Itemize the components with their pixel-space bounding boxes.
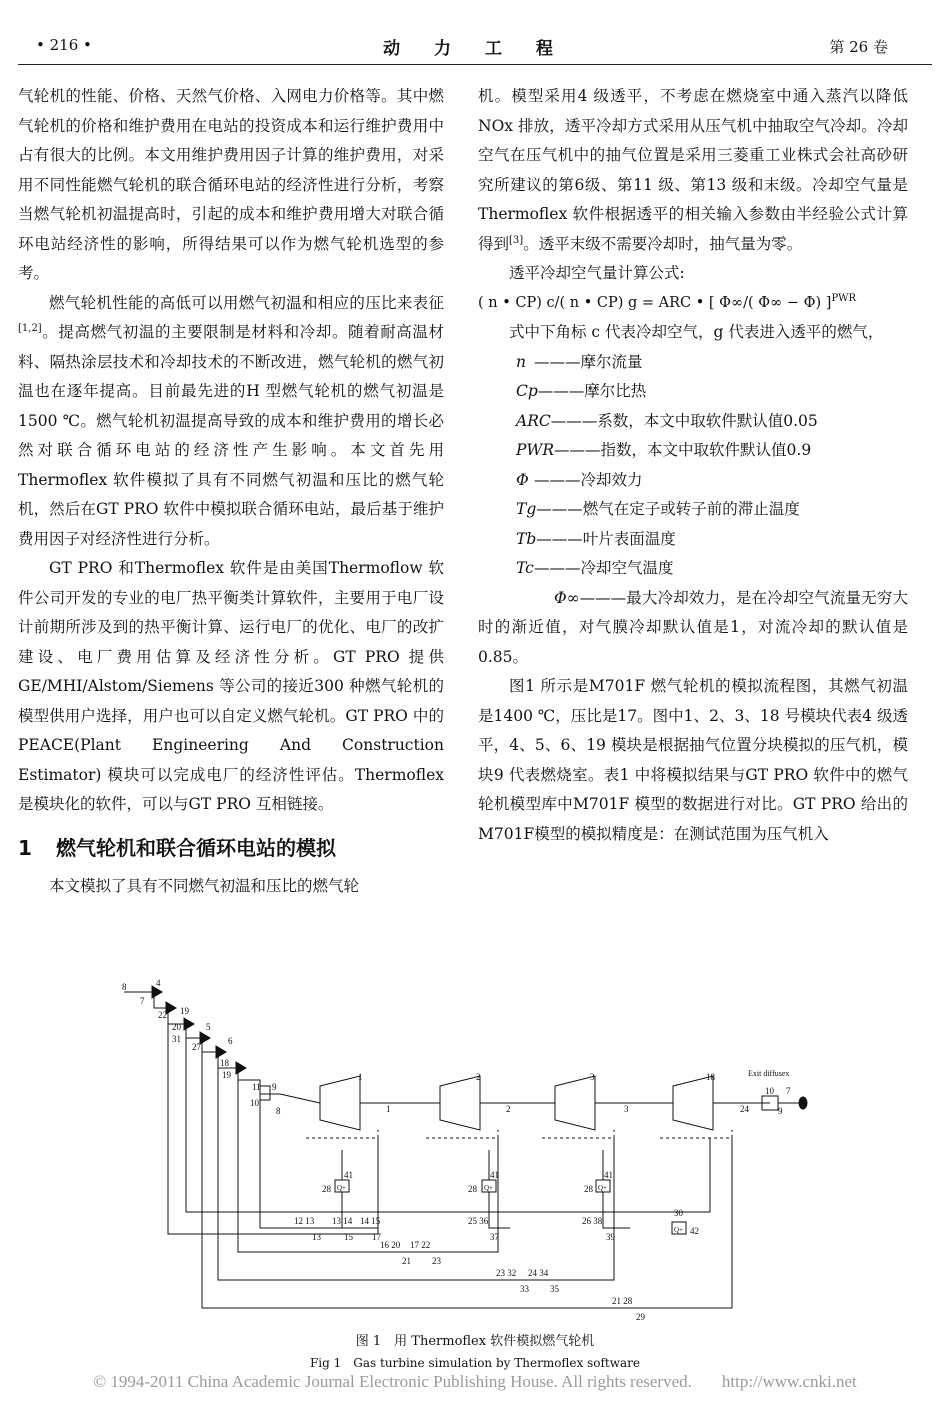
svg-text:12 13: 12 13 xyxy=(294,1216,315,1226)
header-rule xyxy=(18,64,932,65)
formula-text: ( n • CP) c/( n • CP) g = ARC • [ Φ∞/( Φ∞ − Φ) ] xyxy=(478,294,832,311)
symbol-description: ———摩尔流量 xyxy=(534,352,643,371)
turbine-icon xyxy=(440,1076,480,1130)
formula-intro: 透平冷却空气量计算公式: xyxy=(509,264,685,282)
journal-title: 动 力 工 程 xyxy=(383,39,567,59)
svg-text:41: 41 xyxy=(490,1170,499,1180)
svg-text:13 14: 13 14 xyxy=(332,1216,353,1226)
svg-text:5: 5 xyxy=(206,1022,211,1032)
svg-text:9: 9 xyxy=(778,1106,783,1116)
symbol-name: Φ xyxy=(516,470,529,489)
svg-text:2: 2 xyxy=(476,1072,481,1082)
cooling-formula xyxy=(478,289,908,319)
svg-text:29: 29 xyxy=(636,1312,645,1322)
reference-marker[interactable]: [1,2] xyxy=(18,322,42,334)
symbol-description: ———叶片表面温度 xyxy=(536,529,676,548)
svg-text:27: 27 xyxy=(192,1042,201,1052)
copyright-footer xyxy=(0,1372,950,1392)
page-number: • 216 • xyxy=(36,36,92,54)
svg-text:9: 9 xyxy=(272,1082,277,1092)
svg-text:23 32: 23 32 xyxy=(496,1268,517,1278)
svg-text:18: 18 xyxy=(220,1058,229,1068)
text-run: 。透平末级不需要冷却时，抽气量为零。 xyxy=(523,234,803,253)
svg-text:28: 28 xyxy=(322,1184,331,1194)
svg-text:8: 8 xyxy=(276,1106,281,1116)
figure-caption-en: Fig 1 Gas turbine simulation by Thermoflex software xyxy=(309,1356,641,1370)
svg-text:21: 21 xyxy=(402,1256,411,1266)
section-number: 1 xyxy=(18,835,32,860)
paragraph: GT PRO 和Thermoflex 软件是由美国Thermoflow 软件公司开发的专业的电厂热平衡类计算软件，主要用于电厂设计前期所涉及到的热平衡计算、运行电厂的优化、电厂的改扩建设、电厂费用估算及经济性分析。GT PRO 提供GE/MHI/Alstom/Siemens 等公司的接近300 种燃气轮机的模型供用户选择，用户也可以自定义燃气轮机。GT PRO 中的PEACE(Plant Engineering And Construction Estimator) 模块可以完成电厂的经济性评估。Thermoflex 是模块化的软件，可以与GT PRO 互相链接。 xyxy=(18,559,444,813)
paragraph: 气轮机的性能、价格、天然气价格、入网电力价格等。其中燃气轮机的价格和维护费用在电站的投资成本和运行维护费用中占有很大的比例。本文用维护费用因子计算的维护费用，对采用不同性能燃气轮机的联合循环电站的经济性进行分析，考察当燃气轮机初温提高时，引起的成本和维护费用增大对联合循环电站经济性的影响，所得结果可以作为燃气轮机选型的参考。 xyxy=(18,87,444,282)
symbol-definition xyxy=(478,525,908,555)
turbine-icon xyxy=(320,1076,360,1130)
svg-text:7: 7 xyxy=(786,1086,791,1096)
svg-text:15: 15 xyxy=(344,1232,353,1242)
svg-text:11: 11 xyxy=(252,1082,261,1092)
symbol-name: ARC xyxy=(516,411,551,430)
svg-text:Q+: Q+ xyxy=(674,1226,684,1234)
compressor-stage-icon xyxy=(200,1032,210,1044)
svg-text:8: 8 xyxy=(122,982,127,992)
svg-text:41: 41 xyxy=(604,1170,613,1180)
svg-text:7: 7 xyxy=(140,996,145,1006)
turbine-icon xyxy=(673,1076,713,1130)
symbol-definition xyxy=(478,348,908,378)
figure-caption-cn: 图 1 用 Thermoflex 软件模拟燃气轮机 xyxy=(355,1334,595,1349)
compressor-stage-icon xyxy=(216,1046,226,1058)
symbol-definition xyxy=(478,407,908,437)
svg-text:35: 35 xyxy=(550,1284,559,1294)
text-run: 燃气轮机性能的高低可以用燃气初温和相应的压比来表征 xyxy=(49,293,444,312)
svg-text:16 20: 16 20 xyxy=(380,1240,401,1250)
symbol-name: Φ∞ xyxy=(554,588,580,607)
paragraph xyxy=(478,82,908,259)
symbol-name: Tg xyxy=(516,500,537,518)
svg-text:17 22: 17 22 xyxy=(410,1240,431,1250)
compressor-stage-icon xyxy=(166,1002,176,1014)
svg-text:20: 20 xyxy=(172,1022,181,1032)
svg-text:42: 42 xyxy=(690,1226,699,1236)
svg-text:23: 23 xyxy=(432,1256,441,1266)
svg-text:39: 39 xyxy=(606,1232,615,1242)
svg-text:24: 24 xyxy=(740,1104,749,1114)
svg-text:10: 10 xyxy=(250,1098,259,1108)
symbol-description: ———系数，本文中取软件默认值0.05 xyxy=(550,411,818,430)
svg-text:31: 31 xyxy=(172,1034,181,1044)
svg-text:28: 28 xyxy=(468,1184,477,1194)
svg-text:37: 37 xyxy=(490,1232,499,1242)
left-column xyxy=(18,82,444,901)
svg-text:22: 22 xyxy=(158,1010,167,1020)
paragraph xyxy=(18,289,444,555)
symbol-description: ———冷却空气温度 xyxy=(534,559,674,577)
symbol-name: Cp xyxy=(516,382,538,400)
svg-text:3: 3 xyxy=(624,1104,629,1114)
formula-exponent: PWR xyxy=(831,292,856,304)
svg-text:4: 4 xyxy=(156,978,161,988)
svg-text:28: 28 xyxy=(584,1184,593,1194)
svg-text:Q+: Q+ xyxy=(598,1184,608,1192)
svg-text:17: 17 xyxy=(372,1232,381,1242)
paragraph: 本文模拟了具有不同燃气初温和压比的燃气轮 xyxy=(49,876,360,895)
svg-text:1: 1 xyxy=(386,1104,391,1114)
reference-marker[interactable]: [3] xyxy=(509,234,524,246)
symbol-definition xyxy=(478,436,908,466)
symbol-definition xyxy=(478,466,908,496)
symbol-list xyxy=(478,348,908,673)
paragraph: 图1 所示是M701F 燃气轮机的模拟流程图，其燃气初温是1400 ℃，压比是17。图中1、2、3、18 号模块代表4 级透平，4、5、6、19 模块是根据抽气位置分块模拟的压气机，模块9 代表燃烧室。表1 中将模拟结果与GT PRO 软件中的燃气轮机模型库中M701F 模型的数据进行对比。GT PRO 给出的M701F模型的模拟精度是：在测试范围为压气机入 xyxy=(478,677,908,843)
exit-diffuser-label: Exit diffusex xyxy=(748,1069,790,1078)
text-run: 机。模型采用4 级透平，不考虑在燃烧室中通入蒸汽以降低NOx 排放，透平冷却方式采用从压气机中抽取空气冷却。冷却空气在压气机中的抽气位置是采用三菱重工业株式会社高砂研究所建议的第6级、第11 级、第13 级和末级。冷却空气量是Thermoflex 软件根据透平的相关输入参数由半经验公式计算得到 xyxy=(478,87,908,253)
symbol-description: ———燃气在定子或转子前的滞止温度 xyxy=(536,500,800,518)
right-column xyxy=(478,82,908,849)
svg-text:3: 3 xyxy=(590,1072,595,1082)
symbol-description: ———摩尔比热 xyxy=(537,382,647,400)
svg-text:Q+: Q+ xyxy=(337,1184,347,1192)
symbol-name: Tb xyxy=(516,529,537,548)
svg-text:Q+: Q+ xyxy=(484,1184,494,1192)
symbol-name: PWR xyxy=(516,441,555,459)
symbol-description: ———指数，本文中取软件默认值0.9 xyxy=(554,441,812,459)
page-header xyxy=(0,30,950,60)
svg-text:13: 13 xyxy=(312,1232,321,1242)
svg-text:18: 18 xyxy=(706,1072,715,1082)
svg-text:25 36: 25 36 xyxy=(468,1216,489,1226)
symbol-description: ———最大冷却效力，是在冷却空气流量无穷大时的渐近值，对气膜冷却默认值是1，对流冷却的默认值是0.85。 xyxy=(478,588,908,666)
volume-label: 第 26 卷 xyxy=(829,38,888,56)
svg-text:2: 2 xyxy=(506,1104,511,1114)
svg-text:33: 33 xyxy=(520,1284,529,1294)
svg-text:21 28: 21 28 xyxy=(612,1296,633,1306)
combustor-icon xyxy=(260,1086,270,1100)
section-title: 燃气轮机和联合循环电站的模拟 xyxy=(56,835,336,860)
svg-text:10: 10 xyxy=(765,1086,774,1096)
svg-text:41: 41 xyxy=(344,1170,353,1180)
where-text: 式中下角标 c 代表冷却空气，g 代表进入透平的燃气， xyxy=(509,323,884,341)
symbol-name: n xyxy=(516,352,526,371)
svg-text:24 34: 24 34 xyxy=(528,1268,549,1278)
svg-text:6: 6 xyxy=(228,1036,233,1046)
turbine-icon xyxy=(555,1076,595,1130)
svg-text:1: 1 xyxy=(358,1072,363,1082)
svg-text:26 38: 26 38 xyxy=(582,1216,603,1226)
text-run: 。提高燃气初温的主要限制是材料和冷却。随着耐高温材料、隔热涂层技术和冷却技术的不断改进，燃气轮机的燃气初温也在逐年提高。目前最先进的H 型燃气轮机的燃气初温是1500 ℃。燃气轮机初温提高导致的成本和维护费用的增长必然对联合循环电站的经济性产生影响。本文首先用Thermoflex 软件模拟了具有不同燃气初温和压比的燃气轮机，然后在GT PRO 软件中模拟联合循环电站，最后基于维护费用因子对经济性进行分析。 xyxy=(18,323,444,548)
exhaust-sink-icon xyxy=(799,1097,807,1109)
section-heading xyxy=(18,830,444,866)
copyright-text: © 1994-2011 China Academic Journal Electronic Publishing House. All rights reserved. xyxy=(93,1372,692,1391)
svg-text:19: 19 xyxy=(222,1070,231,1080)
symbol-definition xyxy=(478,584,908,673)
svg-text:19: 19 xyxy=(180,1006,189,1016)
symbol-definition xyxy=(478,554,908,584)
compressor-stage-icon xyxy=(236,1062,246,1074)
symbol-description: ———冷却效力 xyxy=(534,470,643,489)
svg-text:14 15: 14 15 xyxy=(360,1216,381,1226)
symbol-name: Tc xyxy=(516,559,534,577)
gas-turbine-flow-diagram xyxy=(110,978,830,1330)
svg-text:30: 30 xyxy=(674,1208,683,1218)
symbol-definition xyxy=(478,377,908,407)
footer-link[interactable]: http://www.cnki.net xyxy=(721,1372,857,1391)
symbol-definition xyxy=(478,495,908,525)
compressor-stage-icon xyxy=(184,1018,194,1030)
